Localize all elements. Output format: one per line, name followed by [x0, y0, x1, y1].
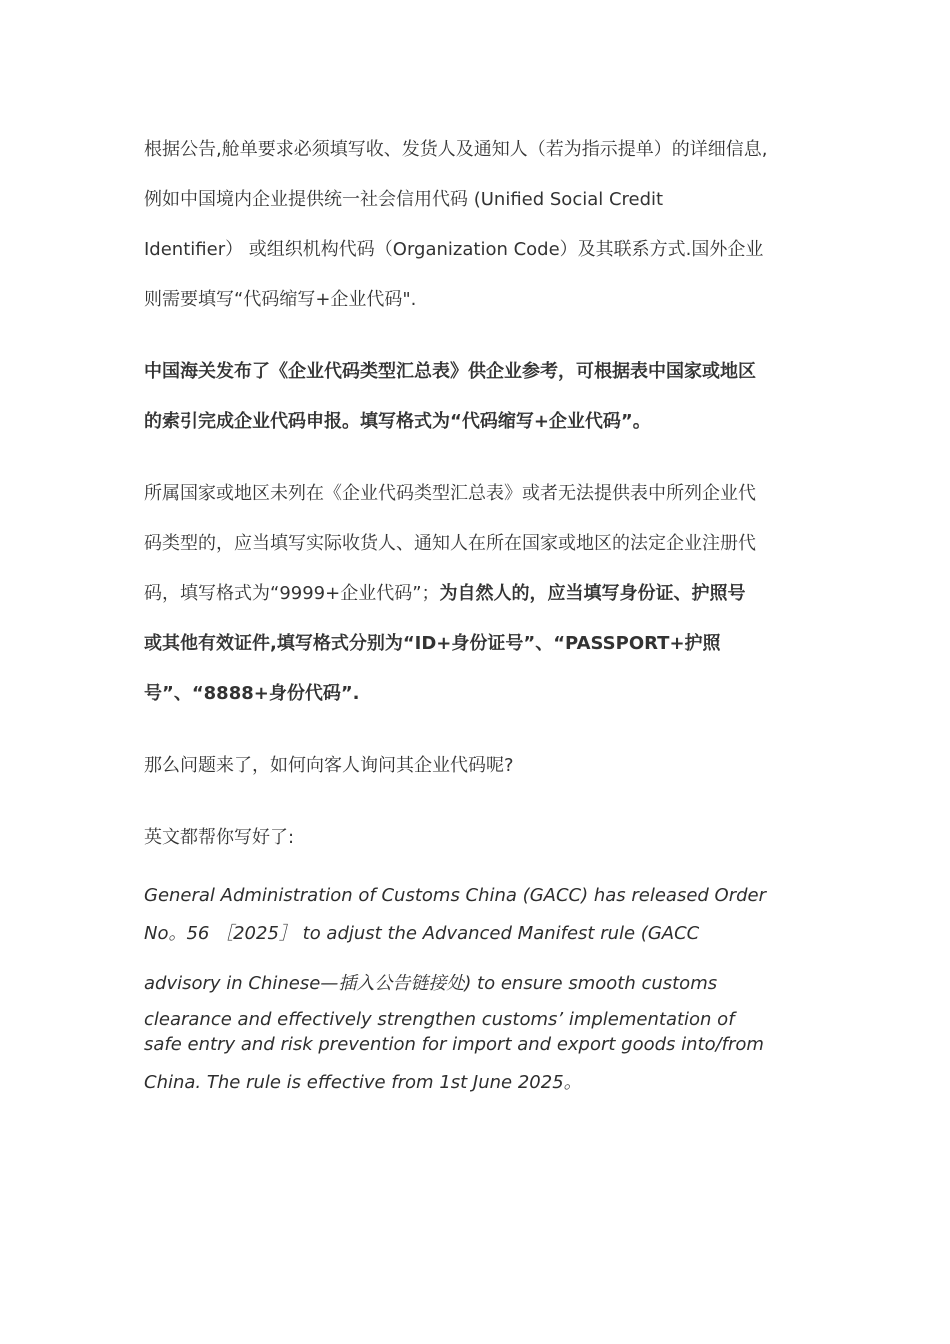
text-line: 码类型的，应当填写实际收货人、通知人在所在国家或地区的法定企业注册代	[144, 533, 756, 554]
text-line-italic: safe entry and risk prevention for import and export goods into/from	[144, 1034, 764, 1055]
text-line-italic: advisory in Chinese—插入公告链接处) to ensure smooth customs	[144, 973, 718, 994]
paragraph-english-intro: 英文都帮你写好了:	[144, 827, 295, 848]
text-line: 例如中国境内企业提供统一社会信用代码 (Unified Social Credit	[144, 189, 664, 210]
text-line: 根据公告,舱单要求必须填写收、发货人及通知人（若为指示提单）的详细信息,	[144, 139, 768, 160]
text-normal: 码，填写格式为“9999+企业代码”；	[144, 583, 440, 604]
text-bold: 为自然人的，应当填写身份证、护照号	[439, 583, 746, 604]
text-line-mixed	[144, 582, 746, 606]
text-line: Identifier） 或组织机构代码（Organization Code）及其联系方式.国外企业	[144, 239, 764, 260]
text-line-italic: China. The rule is effective from 1st June 2025。	[144, 1072, 582, 1093]
paragraph-question: 那么问题来了，如何向客人询问其企业代码呢?	[144, 755, 514, 776]
text-line-italic: General Administration of Customs China (GACC) has released Order	[144, 885, 767, 906]
text-line-italic: clearance and effectively strengthen customs’ implementation of	[144, 1009, 735, 1030]
text-line-bold: 号”、“8888+身份代码”.	[144, 683, 360, 704]
text-line-bold: 的索引完成企业代码申报。填写格式为“代码缩写+企业代码”。	[144, 411, 651, 432]
text-line: 所属国家或地区未列在《企业代码类型汇总表》或者无法提供表中所列企业代	[144, 483, 756, 504]
text-line-bold: 中国海关发布了《企业代码类型汇总表》供企业参考，可根据表中国家或地区	[144, 361, 756, 382]
text-line: 则需要填写“代码缩写+企业代码".	[144, 289, 417, 310]
text-line-italic: No。56 ［2025］ to adjust the Advanced Manifest rule (GACC	[144, 923, 700, 944]
text-line-bold: 或其他有效证件,填写格式分别为“ID+身份证号”、“PASSPORT+护照	[144, 633, 721, 654]
